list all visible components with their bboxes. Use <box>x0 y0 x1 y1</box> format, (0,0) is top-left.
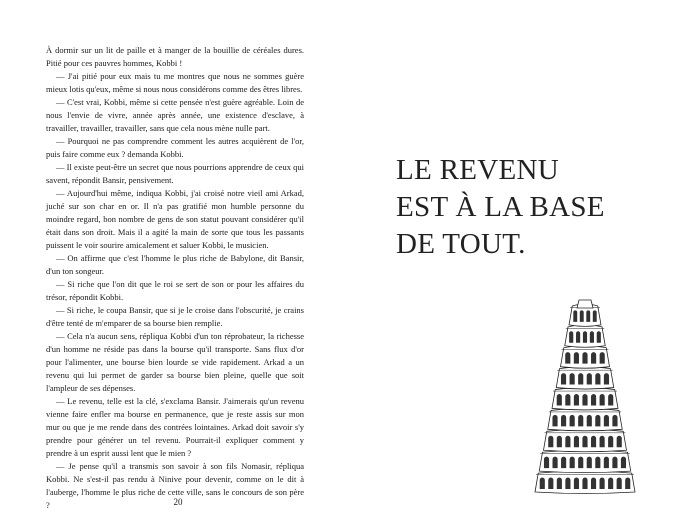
chapter-title <box>396 152 656 263</box>
tower-arch <box>587 373 592 384</box>
tower-arch <box>617 436 622 447</box>
paragraph: — Le revenu, telle est la clé, s'exclama Bansir. J'aimerais qu'un revenu vienne faire enfler ma bourse en permanence, que je reste assis sur mon mur ou que je me rende dans des contrées lointaines. Arkad doit savoir s'y prendre pour générer un tel revenu. Pourrait-il expliquer comment y prendre à un esprit aussi lent que le mien ? <box>46 396 304 458</box>
tower-arch <box>573 310 577 321</box>
tower-top <box>577 300 593 308</box>
tower-arch <box>625 478 630 489</box>
tower-arch <box>570 457 575 468</box>
tower-arch <box>617 478 622 489</box>
tower-arch <box>553 457 558 468</box>
tower-arch <box>565 394 570 405</box>
chapter-title-line: LE REVENU <box>396 154 559 186</box>
tower-arch <box>608 394 613 405</box>
paragraph: — J'ai pitié pour eux mais tu me montres que nous ne sommes guère mieux lotis qu'eux, même si nous nous considérons comme des êtres libres. <box>46 71 304 94</box>
tower-arch <box>574 394 579 405</box>
tower-arch <box>583 331 587 342</box>
tower-arch <box>574 352 579 363</box>
tower-arch <box>600 394 605 405</box>
tower-arch <box>604 415 609 426</box>
tower-arch <box>582 478 587 489</box>
tower-arch <box>608 478 613 489</box>
tower-of-babel-illustration <box>534 298 636 494</box>
tower-arch <box>600 478 605 489</box>
tower-arch <box>548 478 553 489</box>
tower-arch <box>578 457 583 468</box>
tower-arch <box>557 436 562 447</box>
paragraph: — Si riche, le coupa Bansir, que si je le croise dans l'obscurité, je crains d'être tenté de m'emparer de sa bourse bien remplie. <box>46 305 304 328</box>
tower-arch <box>561 373 566 384</box>
tower-arch <box>557 394 562 405</box>
paragraph: À dormir sur un lit de paille et à manger de la bouillie de céréales dures. Pitié pour ces pauvres hommes, Kobbi ! <box>46 45 304 68</box>
tower-arch <box>587 457 592 468</box>
tower-arch <box>604 457 609 468</box>
tower-arch <box>570 373 575 384</box>
tower-arch <box>586 310 590 321</box>
tower-arch <box>591 352 596 363</box>
tower-arch <box>565 436 570 447</box>
paragraph: — On affirme que c'est l'homme le plus riche de Babylone, dit Bansir, d'un ton songeur. <box>46 253 304 276</box>
tower-arch <box>576 331 580 342</box>
tower-arch <box>578 415 583 426</box>
page-number: 20 <box>173 497 183 507</box>
tower-arch <box>544 457 549 468</box>
tower-arch <box>569 331 573 342</box>
paragraph: — Pourquoi ne pas comprendre comment les autres acquièrent de l'or, puis faire comme eux ? demanda Kobbi. <box>46 136 304 159</box>
tower-arch <box>561 457 566 468</box>
tower-arch <box>548 436 553 447</box>
tower-arch <box>557 478 562 489</box>
tower-arch <box>595 415 600 426</box>
tower-arch <box>565 352 570 363</box>
tower-arch <box>580 310 584 321</box>
paragraph: — Cela n'a aucun sens, répliqua Kobbi d'un ton réprobateur, la richesse d'un homme ne réside pas dans la bourse qu'il transporte. Sans flux d'or pour l'alimenter, une bourse bien lourde se vide rapidement. Arkad a un revenu qui lui permet de garder sa bourse bien pleine, quelle que soit l'ampleur de ses dépenses. <box>46 331 304 393</box>
tower-arch <box>591 394 596 405</box>
tower-arch <box>578 373 583 384</box>
tower-arch <box>570 415 575 426</box>
tower-arch <box>612 415 617 426</box>
tower-arch <box>582 436 587 447</box>
tower-arch <box>612 457 617 468</box>
tower-arch <box>608 436 613 447</box>
tower-arch <box>600 436 605 447</box>
paragraph: — Si riche que l'on dit que le roi se sert de son or pour les affaires du trésor, répondit Kobbi. <box>46 279 304 302</box>
tower-arch <box>561 415 566 426</box>
paragraph: — Aujourd'hui même, indiqua Kobbi, j'ai croisé notre vieil ami Arkad, juché sur son char en or. Il n'a pas gratifié mon humble personne du moindre regard, bon nombre de gens de son statut pouvant considérer qu'il était dans son droit. Mais il a agité la main de sorte que tous les passants puissent le voir sourire amicalement et saluer Kobbi, le musicien. <box>46 188 304 250</box>
tower-arch <box>582 352 587 363</box>
tower-arch <box>593 310 597 321</box>
tower-arch <box>591 436 596 447</box>
chapter-title-line: EST À LA BASE <box>396 191 605 223</box>
tower-arch <box>574 436 579 447</box>
tower-arch <box>590 331 594 342</box>
tower-arch <box>621 457 626 468</box>
tower-arch <box>587 415 592 426</box>
tower-arch <box>595 373 600 384</box>
left-page-text <box>46 44 304 512</box>
paragraph: — C'est vrai, Kobbi, même si cette pensée n'est guère agréable. Loin de nous l'envie de vivre, année après année, une existence d'esclave, à travailler, travailler, travailler, sans que cela nous mène nulle part. <box>46 97 304 133</box>
tower-arch <box>540 478 545 489</box>
tower-arch <box>565 478 570 489</box>
tower-arch <box>595 457 600 468</box>
tower-arch <box>591 478 596 489</box>
tower-arch <box>582 394 587 405</box>
paragraph: — Je pense qu'il a transmis son savoir à son fils Nomasir, répliqua Kobbi. Ne s'est-il pas rendu à Ninive pour devenir, comme on le dit à l'auberge, l'homme le plus riche de cette ville, sans le concours de son père ? <box>46 461 304 510</box>
tower-arch <box>552 415 557 426</box>
tower-arch <box>600 352 605 363</box>
tower-arch <box>604 373 609 384</box>
tower-arch <box>574 478 579 489</box>
tower-arch <box>597 331 601 342</box>
paragraph: — Il existe peut-être un secret que nous pourrions apprendre de ceux qui savent, répondit Bansir, pensivement. <box>46 162 304 185</box>
chapter-title-line: DE TOUT. <box>396 228 526 260</box>
